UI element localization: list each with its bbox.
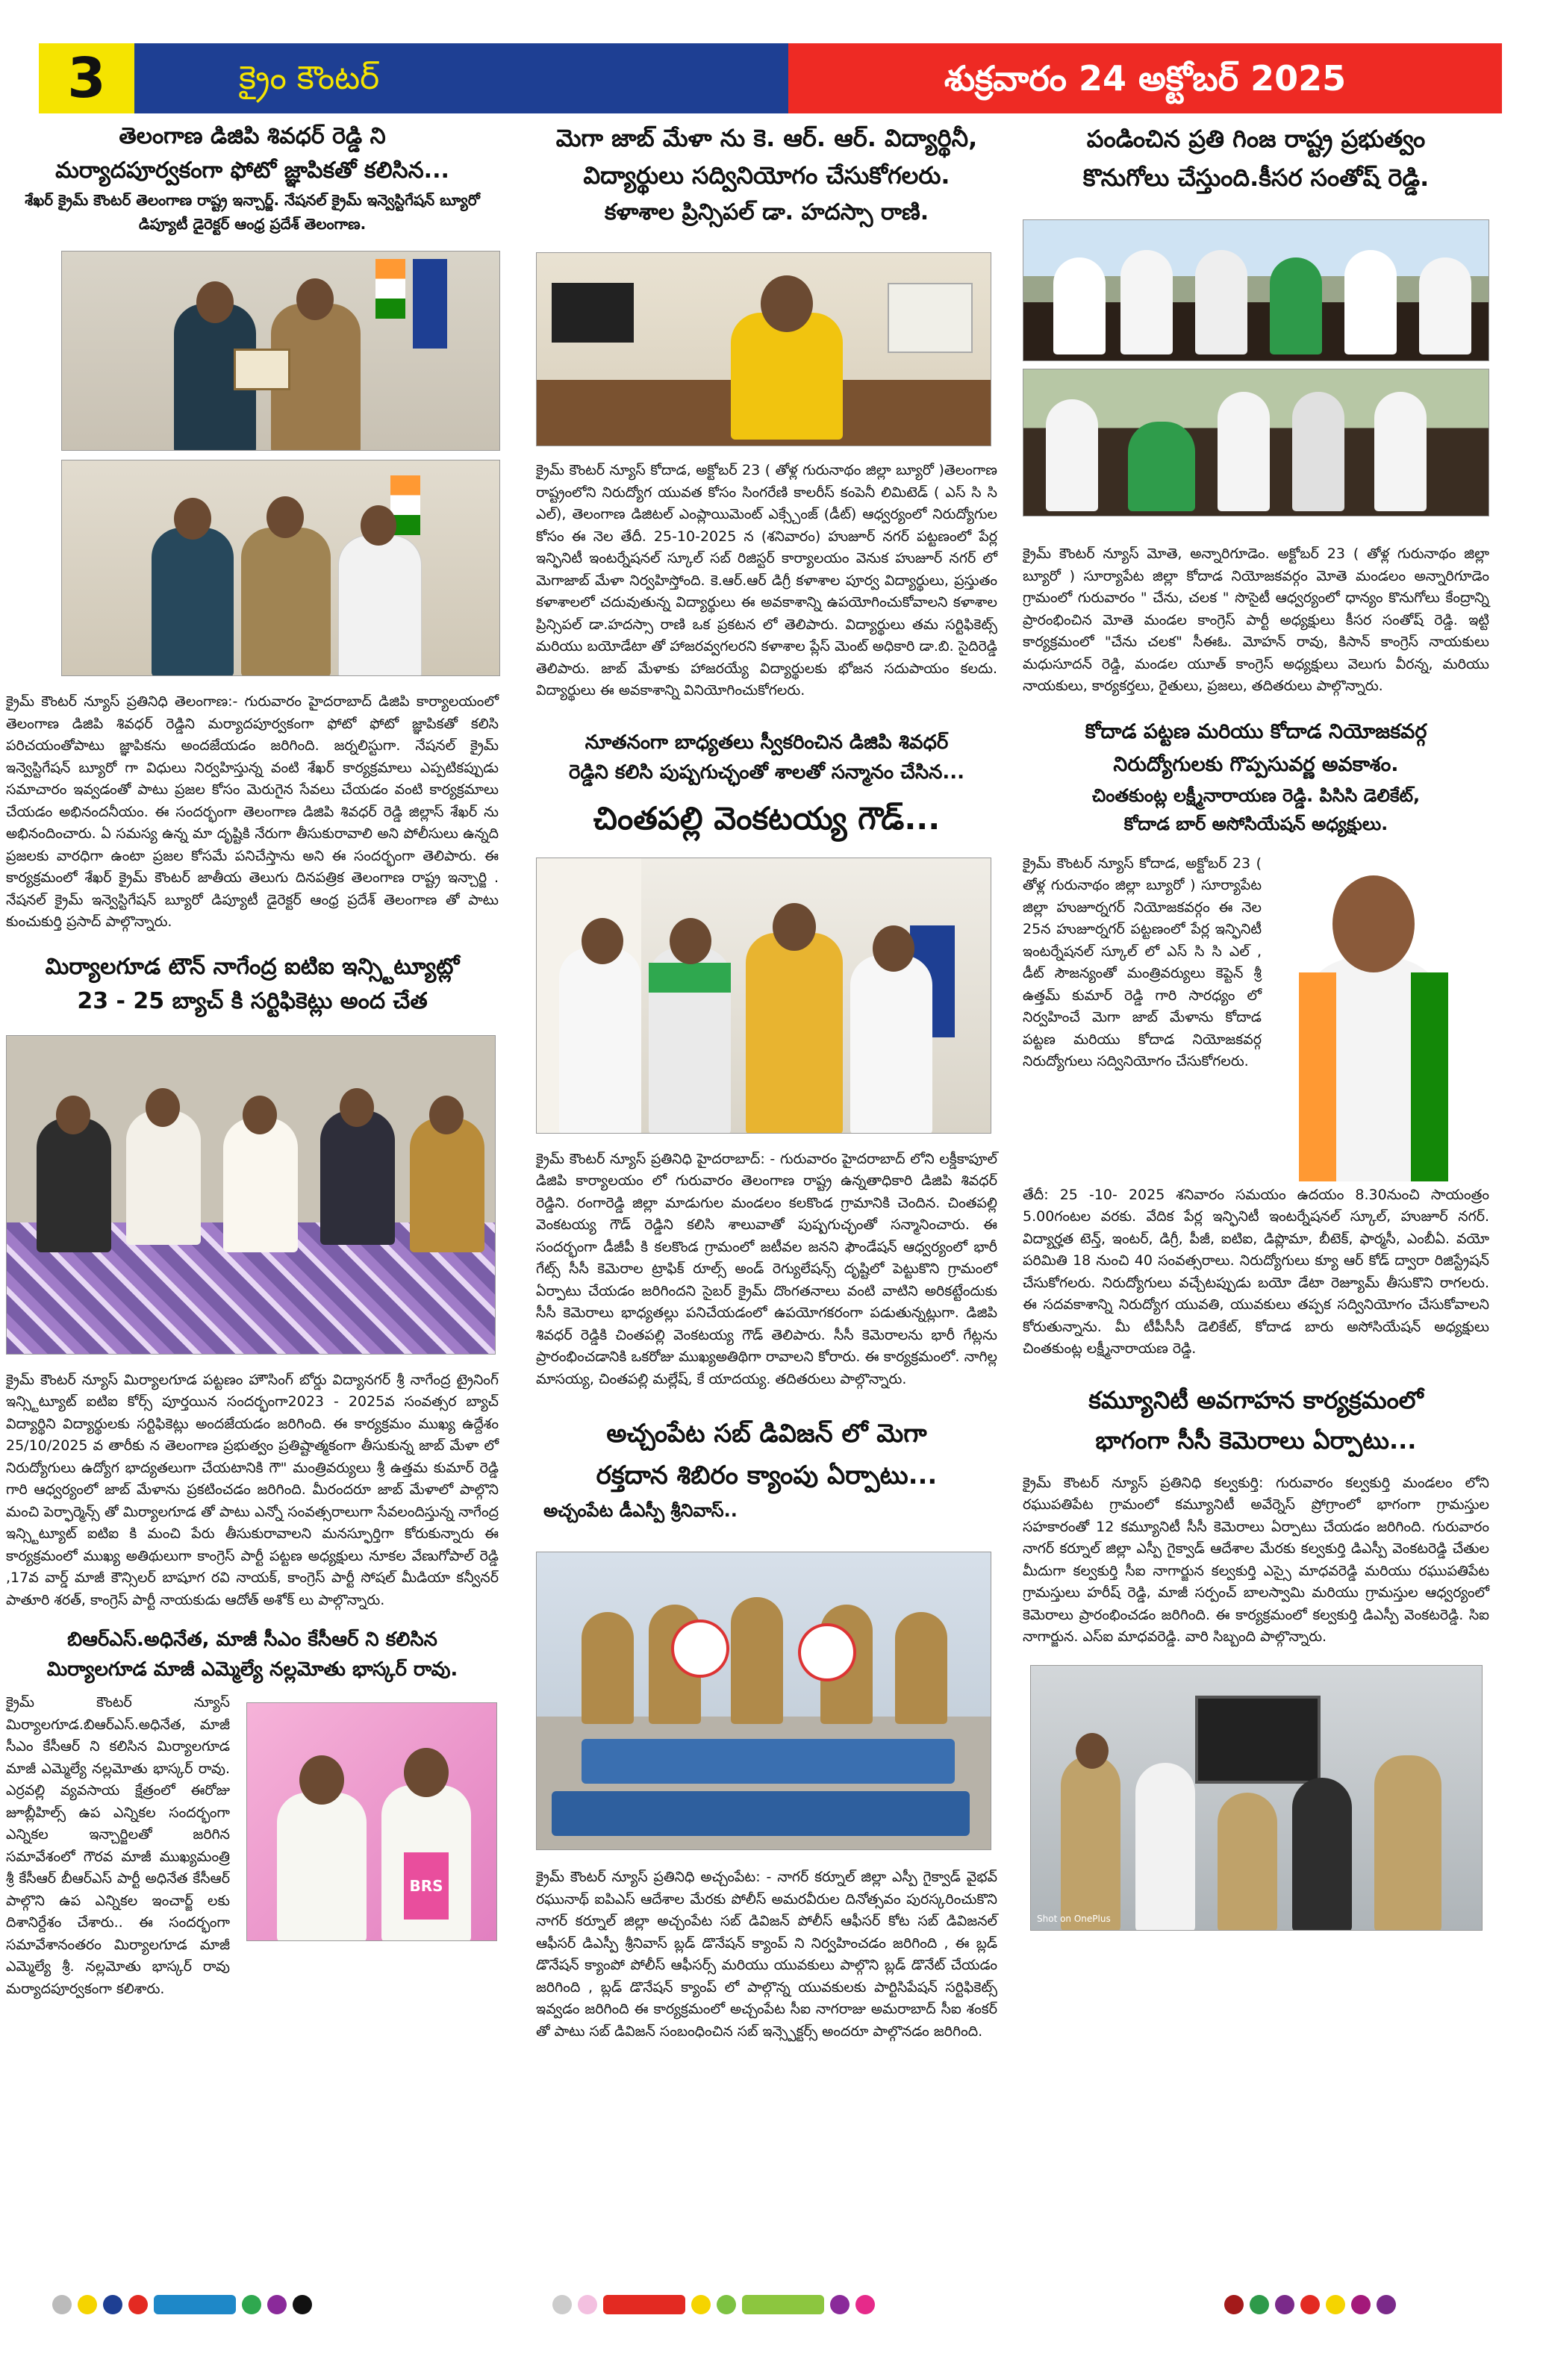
color-dot xyxy=(293,2295,312,2314)
color-dot xyxy=(717,2295,736,2314)
article-body: క్రైమ్ కౌంటర్ న్యూస్ మోతె, అన్నారిగూడెం. అక్టోబర్ 23 ( తోళ్ల గురునాథం జిల్లా బ్యూరో ) సూర్యాపేట జిల్లా కోదాడ నియోజకవర్గం మోతె మండలం అన్నారిగూడెం గ్రామంలో గురువారం " చేను, చలక " సొసైటీ ఆధ్వర్యంలో ధాన్యం కొనుగోలు కేంద్రాన్ని ప్రారంభించిన మోతె మండల కాంగ్రెస్ పార్టీ అధ్యక్షులు కీసర సంతోష్ రెడ్డి. ఇట్టి కార్యక్రమంలో "చేను చలక" సీఈఓ. మోహన్ రావు, కిసాన్ కాంగ్రెస్ నాయకులు మధుసూదన్ రెడ్డి, మండల యూత్ కాంగ్రెస్ అధ్యక్షులు వెలుగు వీరన్న, మరియు నాయకులు, కార్యకర్తలు, రైతులు, ప్రజలు, తదితరులు పాల్గొన్నారు. xyxy=(1023,546,1489,694)
subheadline: చింతకుంట్ల లక్ష్మీనారాయణ రెడ్డి. పిసిసి డెలికేట్, xyxy=(1091,784,1421,806)
subheadline: కోదాడ బార్ అసోసియేషన్ అధ్యక్షులు. xyxy=(1123,813,1388,834)
story-job-mela-block xyxy=(1023,853,1489,1181)
headline: మిర్యాలగూడ మాజీ ఎమ్మెల్యే నల్లమోతు భాస్కర్ రావు. xyxy=(46,1658,458,1681)
page-number: 3 xyxy=(39,43,134,113)
color-dot xyxy=(52,2295,72,2314)
headline-large: చింతపల్లి వెంకటయ్య గౌడ్... xyxy=(593,799,941,837)
article-body: క్రైమ్ కౌంటర్ న్యూస్ ప్రతినిధి హైదరాబాద్: - గురువారం హైదరాబాద్ లోని లక్డీకాపూల్ డిజిపి కార్యాలయం లో గురువారం తెలంగాణ రాష్ట్ర ఉన్నతాధికారి డిజిపి శివధర్ రెడ్డిని. రంగారెడ్డి జిల్లా మాడుగుల మండలం కలకొండ గ్రామానికి చెందిన. చింతపల్లి వెంకటయ్య గౌడ్ రెడ్డిని కలిసి శాలువాతో పుష్పగుచ్ఛంతో సన్మానించారు. ఈ సందర్భంగా డీజీపీ కి కలకొండ గ్రామంలో జటీవల జనని ఫౌండేషన్ ఆధ్వర్యంలో భారీ గేట్స్ సీసీ కెమెరాల ట్రాఫిక్ రూల్స్ అండ్ రెగ్యులేషన్స్ దృష్టిలో పెట్టుకొని గ్రామంలో ఏర్పాటు చేయడం జరిగిందని సైబర్ క్రైమ్ దొంగతనాలు వంటి వాటిని అరికట్టేందుకు సీసీ కెమెరాలు భాధ్యతల్లు పనిచేయడంలో ఉపయోగకరంగా పడుతున్నట్లుగా. డిజిపి శివధర్ రెడ్డికి చింతపల్లి వెంకటయ్య గౌడ్ తెలిపారు. సీసీ కెమెరాలను భారీ గేట్లను ప్రారంభించడానికి ఒకరోజు ముఖ్యఅతిథిగా రావాలని కోరారు. ఈ కార్యక్రమంలో. నాగిల్ల మాసయ్య, చింతపల్లి మల్లేష్, కే యాదయ్య. తదితరులు పాల్గొన్నారు. xyxy=(536,1150,997,1387)
article-body: క్రైమ్ కౌంటర్ న్యూస్ ప్రతినిధి అచ్చంపేట: - నాగర్ కర్నూల్ జిల్లా ఎస్పీ గైక్వాడ్ వైభవ్ రఘునాథ్ ఐపిఎస్ ఆదేశాల మేరకు పోలీస్ అమరవీరుల దినోత్సవం పురస్కరించుకొని నాగర్ కర్నూల్ జిల్లా అచ్చంపేట సబ్ డివిజన్ పోలీస్ ఆఫీసర్ కోట సబ్ డివిజనల్ ఆఫీసర్ డిఎస్పీ శ్రీనివాస్ బ్లడ్ డొనేషన్ క్యాంప్ ని నిర్వహించడం జరిగింది , ఈ బ్లడ్ డొనేషన్ క్యాంపో పోలీస్ ఆఫీసర్స్ మరియు యువకులు పాల్గొని బ్లడ్ డొనేట్ చేయడం జరిగింది , బ్లడ్ డొనేషన్ క్యాంప్ లో పాల్గొన్న యువకులకు పార్టిసిపేషన్ సర్టిఫికెట్స్ ఇవ్వడం జరిగింది ఈ కార్యక్రమంలో అచ్చంపేట సీఐ నాగరాజు అమరాబాద్ సీఐ శంకర్ తో పాటు సబ్ డివిజన్ సంబంధించిన సబ్ ఇన్స్పెక్టర్స్ అందరూ పాల్గొనడం జరిగింది. xyxy=(536,1869,997,2040)
headline: నూతనంగా బాధ్యతలు స్వీకరించిన డిజిపి శివధర్ xyxy=(585,731,949,754)
photo-lakshminarayana-reddy xyxy=(1262,853,1486,1181)
issue-date: శుక్రవారం 24 అక్టోబర్ 2025 xyxy=(788,43,1502,113)
color-dot xyxy=(830,2295,850,2314)
column-left xyxy=(6,119,499,2043)
headline: తెలంగాణ డిజిపి శివధర్ రెడ్డి ని xyxy=(119,123,386,149)
column-middle xyxy=(536,119,997,2043)
headline: 23 - 25 బ్యాచ్ కి సర్టిఫికెట్లు అంద చేత xyxy=(77,987,428,1014)
photo-dgp-meeting-2 xyxy=(61,460,500,676)
photo-dgp-felicitation xyxy=(536,858,991,1134)
color-dot xyxy=(1224,2295,1244,2314)
color-dot xyxy=(78,2295,97,2314)
masthead xyxy=(39,43,1502,113)
color-dot xyxy=(552,2295,572,2314)
brs-scarf: BRS xyxy=(404,1852,449,1920)
color-dot xyxy=(1275,2295,1294,2314)
article-body: క్రైమ్ కౌంటర్ న్యూస్ మిర్యాలగూడ పట్టణం హౌసింగ్ బోర్డు విద్యానగర్ శ్రీ నాగేంద్ర ట్రైనింగ్ ఇన్స్టిట్యూట్ ఐటిఐ కోర్స్ పూర్తయిన సందర్భంగా2023 - 2025వ సంవత్సర బ్యాచ్ విద్యార్థిని విద్యార్థులకు సర్టిఫికెట్లు అందజేయడం జరిగింది. ఈ కార్యక్రమం ముఖ్య ఉద్దేశం 25/10/2025 వ తారీకు న తెలంగాణ ప్రభుత్వం ప్రతిష్టాత్మకంగా తీసుకున్న జాబ్ మేళా లో నిరుద్యోగులు ఉద్యోగ భాద్యతలుగా చేయటానికి గౌ" మంత్రివర్యులు శ్రీ ఉత్తమ కుమార్ రెడ్డి గారి ఆధ్వర్యంలో జాబ్ మేళాను ప్రకటించడం జరిగింది. మీరందరూ జాబ్ మేళాలో పాల్గొని మంచి పెర్ఫార్మెన్స్ తో మిర్యాలగూడ తో పాటు ఎన్నో సంవత్సరాలుగా సేవలందిస్తున్న నాగేంద్ర ఇన్స్టిట్యూట్ ఐటిఐ కి మంచి పేరు తీసుకురావాలని మనస్ఫూర్తిగా కోరుకున్నారు ఈ కార్యక్రమంలో ముఖ్య అతిథులుగా కాంగ్రెస్ పార్టీ పట్టణ అధ్యక్షులు నూకల వేణుగోపాల్ రెడ్డి ,17వ వార్డ్ మాజీ కౌన్సిలర్ బాషూగ రవి నాయక్, కాంగ్రెస్ పార్టీ సోషల్ మీడియా కన్వీనర్ పాతూరి శరత్, కాంగ్రెస్ పార్టీ నాయకుడు ఆదోత్ అశోక్ లు పాల్గొన్నారు. xyxy=(6,1371,499,1608)
photo-blood-donation xyxy=(536,1552,991,1850)
color-dot xyxy=(1326,2295,1345,2314)
color-dot xyxy=(578,2295,597,2314)
photo-iti-certificates xyxy=(6,1035,496,1355)
subheadline: శేఖర్ క్రైమ్ కౌంటర్ తెలంగాణ రాష్ట్ర ఇన్చార్జ్. నేషనల్ క్రైమ్ ఇన్వెస్టిగేషన్ బ్యూరో డిప్యూటీ డైరెక్టర్ ఆంధ్ర ప్రదేశ్ తెలంగాణ. xyxy=(25,191,480,233)
article-body: క్రైమ్ కౌంటర్ న్యూస్ కోదాడ, అక్టోబర్ 23 ( తోళ్ల గురునాథం జిల్లా బ్యూరో )తెలంగాణ రాష్ట్రంలోని నిరుద్యోగ యువత కోసం సింగరేణి కాలరీస్ కంపెనీ లిమిటెడ్ ( ఎస్ సి సి ఎల్), తెలంగాణ డిజిటల్ ఎంప్లాయిమెంట్ ఎక్స్చేంజ్ (డీట్) ఆధ్వర్యంలో నిరుద్యోగుల కోసం ఈ నెల తేదీ. 25-10-2025 న (శనివారం) హుజూర్ నగర్ పట్టణంలో పేర్ల ఇన్ఫినిటీ ఇంటర్నేషనల్ స్కూల్ సబ్ రిజిస్టర్ కార్యాలయం వెనుక హుజూర్ నగర్ లో మెగాజాబ్ మేళా నిర్వహిస్తోంది. కె.ఆర్.ఆర్ డిగ్రీ కళాశాల పూర్వ విద్యార్థులు, ప్రస్తుతం కళాశాలలో చదువుతున్న విద్యార్థులు ఈ అవకాశాన్ని ఉపయోగించుకోవాలని కళాశాల ప్రిన్సిపల్ డా.హదస్సా రాణి ఒక ప్రకటన లో తెలిపారు. విద్యార్థులు తమ సర్టిఫికెట్స్ మరియు బయోడేటా తో హాజరవ్వగలరని కళాశాల ప్లేస్ మెంట్ అధికారి డా.బి. సైదిరెడ్డి తెలిపారు. జాబ్ మేళాకు హాజరయ్యే విద్యార్థులకు భోజన సదుపాయం కలదు. విద్యార్థులు ఈ అవకాశాన్ని వినియోగించుకోగలరు. xyxy=(536,462,997,699)
color-dot xyxy=(1300,2295,1320,2314)
headline: అచ్చంపేట సబ్ డివిజన్ లో మెగా xyxy=(606,1419,927,1449)
color-dot xyxy=(855,2295,875,2314)
color-dot xyxy=(1377,2295,1396,2314)
headline: రక్తదాన శిబిరం క్యాంపు ఏర్పాటు... xyxy=(596,1461,938,1490)
photo-dgp-meeting-1 xyxy=(61,251,500,451)
headline: కమ్యూనిటీ అవగాహన కార్యక్రమంలో xyxy=(1088,1385,1424,1414)
story-kcr-block xyxy=(6,1692,499,2043)
footer-color-dots-right xyxy=(1224,2295,1396,2314)
footer-color-dots-left xyxy=(52,2295,312,2314)
headline: కళాశాల ప్రిన్సిపల్ డా. హదస్సా రాణి. xyxy=(604,199,929,225)
photo-grid-paddy xyxy=(1023,219,1489,516)
article-body: క్రైమ్ కౌంటర్ న్యూస్ కోదాడ, అక్టోబర్ 23 ( తోళ్ల గురునాథం జిల్లా బ్యూరో ) సూర్యాపేట జిల్లా హుజూర్నగర్ నియోజకవర్గం ఈ నెల 25న హుజూర్నగర్ పట్టణంలో పేర్ల ఇన్ఫినిటీ ఇంటర్నేషనల్ స్కూల్ లో ఎస్ సి సి ఎల్ , డీట్ సౌజన్యంతో మంత్రివర్యులు కెప్టెన్ శ్రీ ఉత్తమ్ కుమార్ రెడ్డి గారి సారధ్యం లో నిర్వహించే మెగా జాబ్ మేళాను కోదాడ పట్టణ మరియు కోదాడ నియోజకవర్గ నిరుద్యోగులు సద్వినియోగం చేసుకోగలరు. xyxy=(1023,855,1262,1069)
photo-principal xyxy=(536,252,991,446)
color-bar xyxy=(603,2295,685,2314)
article-body: తేదీ: 25 -10- 2025 శనివారం సమయం ఉదయం 8.30నుంచి సాయంత్రం 5.00గంటల వరకు. వేదిక పేర్ల ఇన్ఫినిటీ ఇంటర్నేషనల్ స్కూల్, హుజూర్ నగర్. విద్యార్హత టెన్త్, ఇంటర్, డిగ్రీ, పీజీ, ఐటిఐ, డిప్లొమా, బీటెక్, ఫార్మసీ, ఎంబీఏ. వయో పరిమితి 18 నుంచి 40 సంవత్సరాలు. నిరుద్యోగులు క్యూ ఆర్ కోడ్ ద్వారా రిజిస్ట్రేషన్ చేసుకోగలరు. నిరుద్యోగులు వచ్చేటప్పుడు బయో డేటా రెజ్యూమ్ తీసుకొని రాగలరు. ఈ సదవకాశాన్ని నిరుద్యోగ యువతి, యువకులు తప్పక సద్వినియోగం చేసుకోవాలని కోరుతున్నాను. మీ టీపీసీసీ డెలికేట్, కోదాడ బారు అసోసియేషన్ అధ్యక్షులు చింతకుంట్ల లక్ష్మీనారాయణ రెడ్డి. xyxy=(1023,1186,1489,1357)
headline: బిఆర్ఎస్.అధినేత, మాజీ సీఎం కేసీఆర్ ని కలిసిన xyxy=(67,1628,437,1651)
photo-cc-cameras xyxy=(1030,1665,1483,1931)
article-body: క్రైమ్ కౌంటర్ న్యూస్ ప్రతినిధి కల్వకుర్తి: గురువారం కల్వకుర్తి మండలం లోని రఘుపతిపేట గ్రామంలో కమ్యూనిటీ అవేర్నెస్ ప్రోగ్రాంలో భాగంగా గ్రామస్తుల సహకారంతో 12 కమ్యూనిటీ సీసీ కెమెరాలు ఏర్పాటు చేయడం జరిగింది. గురువారం నాగర్ కర్నూల్ జిల్లా ఎస్పీ గైక్వాడ్ ఆదేశాల మేరకు కల్వకుర్తి డిఎస్పీ వెంకటరెడ్డి చేతుల మీదుగా కల్వకుర్తి సీఐ నాగార్జున కల్వకుర్తి ఎస్సై మాధవరెడ్డి మరియు రఘుపతిపేట గ్రామస్తులు హరీష్ రెడ్డి, మాజీ సర్పంచ్ బాలస్వామి మరియు గ్రామస్తుల ఆధ్వర్యంలో కెమెరాలు ప్రారంభించడం జరిగింది. ఈ కార్యక్రమంలో కల్వకుర్తి డిఎస్పీ వెంకటరెడ్డి. సిఐ నాగార్జున. ఎస్ఐ మాధవరెడ్డి. వారి సిబ్బంది పాల్గొన్నారు. xyxy=(1023,1474,1489,1645)
headline: మిర్యాలగూడ టౌన్ నాగేంద్ర ఐటిఐ ఇన్స్టిట్యూట్లో xyxy=(45,953,460,980)
subheadline: అచ్చంపేట డీఎస్పీ శ్రీనివాస్.. xyxy=(543,1500,738,1521)
headline: మెగా జాబ్ మేళా ను కె. ఆర్. ఆర్. విద్యార్థినీ, xyxy=(555,124,978,152)
headline: విద్యార్థులు సద్వినియోగం చేసుకోగలరు. xyxy=(583,161,950,190)
color-dot xyxy=(1351,2295,1371,2314)
article-body: క్రైమ్ కౌంటర్ న్యూస్ ప్రతినిధి తెలంగాణ:- గురువారం హైదరాబాద్ డిజిపి కార్యాలయంలో తెలంగాణ డిజిపి శివధర్ రెడ్డిని మర్యాదపూర్వకంగా ఫోటో ఫోటో జ్ఞాపికతో కలిసి పరిచయంతోపాటు జ్ఞాపికను అందజేయడం జరిగింది. జర్నలిస్టుగా. నేషనల్ క్రైమ్ ఇన్వెస్టిగేషన్ బ్యూరో గా విధులు నిర్వహిస్తున్న వంటి శేఖర్ కార్యక్రమాలు ఎప్పటికప్పుడు సమాచారం ఇవ్వడంతో పాటు ప్రజల కోసం మెరుగైన సేవలు చేయడం వంటి కార్యక్రమాలు చేయడం అభినందనీయం. ఈ సందర్భంగా తెలంగాణ డిజిపి శివధర్ రెడ్డి జిల్లాస్ శేఖర్ ను అభినందించారు. ఏ సమస్య ఉన్న మా దృష్టికి నేరుగా తీసుకురావాలి అని పోలీసులు ఉన్నది ప్రజలకు వారధిగా ఉంటా ప్రజల కోసమే పనిచేస్తాను అని ఈ సందర్భంగా తెలిపారు. ఈ కార్యక్రమంలో శేఖర్ క్రైమ్ కౌంటర్ జాతీయ తెలుగు దినపత్రిక తెలంగాణ రాష్ట్ర ఇన్చార్జి . నేషనల్ క్రైమ్ ఇన్వెస్టిగేషన్ బ్యూరో డిప్యూటీ డైరెక్టర్ ఆంధ్ర ప్రదేశ్ తెలంగాణ తో పాటు కుంచుకుర్తి ప్రసాద్ పాల్గొన్నారు. xyxy=(6,693,499,930)
column-right xyxy=(1023,119,1489,1931)
article-body: క్రైమ్ కౌంటర్ న్యూస్ మిర్యాలగూడ.బిఆర్ఎస్.అధినేత, మాజీ సీఎం కేసీఆర్ ని కలిసిన మిర్యాలగూడ మాజీ ఎమ్మెల్యే నల్లమోతు భాస్కర్ రావు. ఎర్రవల్లి వ్యవసాయ క్షేత్రంలో ఈరోజు జూబ్లీహిల్స్ ఉప ఎన్నికల సందర్భంగా ఎన్నికల ఇన్చార్జిలతో జరిగిన సమావేశంలో గౌరవ మాజీ ముఖ్యమంత్రి శ్రీ కేసీఆర్ బీఆర్ఎస్ పార్టీ అధినేత కేసీఆర్ పాల్గొని ఉప ఎన్నికల ఇంచార్జ్ లకు దిశానిర్దేశం చేశారు.. ఈ సందర్భంగా సమావేశానంతరం మిర్యాలగూడ మాజీ ఎమ్మెల్యే శ్రీ. నల్లమోతు భాస్కర్ రావు మర్యాదపూర్వకంగా కలిశారు. xyxy=(6,1694,230,1997)
headline: మర్యాదపూర్వకంగా ఫోటో జ్ఞాపికతో కలిసిన... xyxy=(55,157,449,184)
color-dot xyxy=(103,2295,122,2314)
color-dot xyxy=(1250,2295,1269,2314)
color-dot xyxy=(242,2295,261,2314)
color-bar xyxy=(154,2295,236,2314)
headline: రెడ్డిని కలిసి పుష్పగుచ్ఛంతో శాలతో సన్మానం చేసిన... xyxy=(568,760,965,784)
headline: కొనుగోలు చేస్తుంది.కీసర సంతోష్ రెడ్డి. xyxy=(1082,163,1430,192)
headline: పండించిన ప్రతి గింజ రాష్ట్ర ప్రభుత్వం xyxy=(1086,125,1426,153)
headline: కోదాడ పట్టణ మరియు కోదాడ నియోజకవర్గ xyxy=(1085,719,1427,743)
color-dot xyxy=(128,2295,148,2314)
photo-kcr-meeting xyxy=(246,1702,497,1941)
headline: భాగంగా సీసీ కెమెరాలు ఏర్పాటు... xyxy=(1095,1425,1417,1455)
color-dot xyxy=(267,2295,287,2314)
paper-name: క్రైం కౌంటర్ xyxy=(134,43,788,113)
color-bar xyxy=(742,2295,824,2314)
footer-color-dots-middle xyxy=(552,2295,875,2314)
color-dot xyxy=(691,2295,711,2314)
photo-paddy-inauguration-1 xyxy=(1023,219,1489,361)
headline: నిరుద్యోగులకు గొప్పసువర్ణ అవకాశం. xyxy=(1113,752,1399,776)
photo-paddy-inauguration-2 xyxy=(1023,369,1489,516)
photo-watermark: Shot on OnePlus xyxy=(1037,1913,1111,1924)
